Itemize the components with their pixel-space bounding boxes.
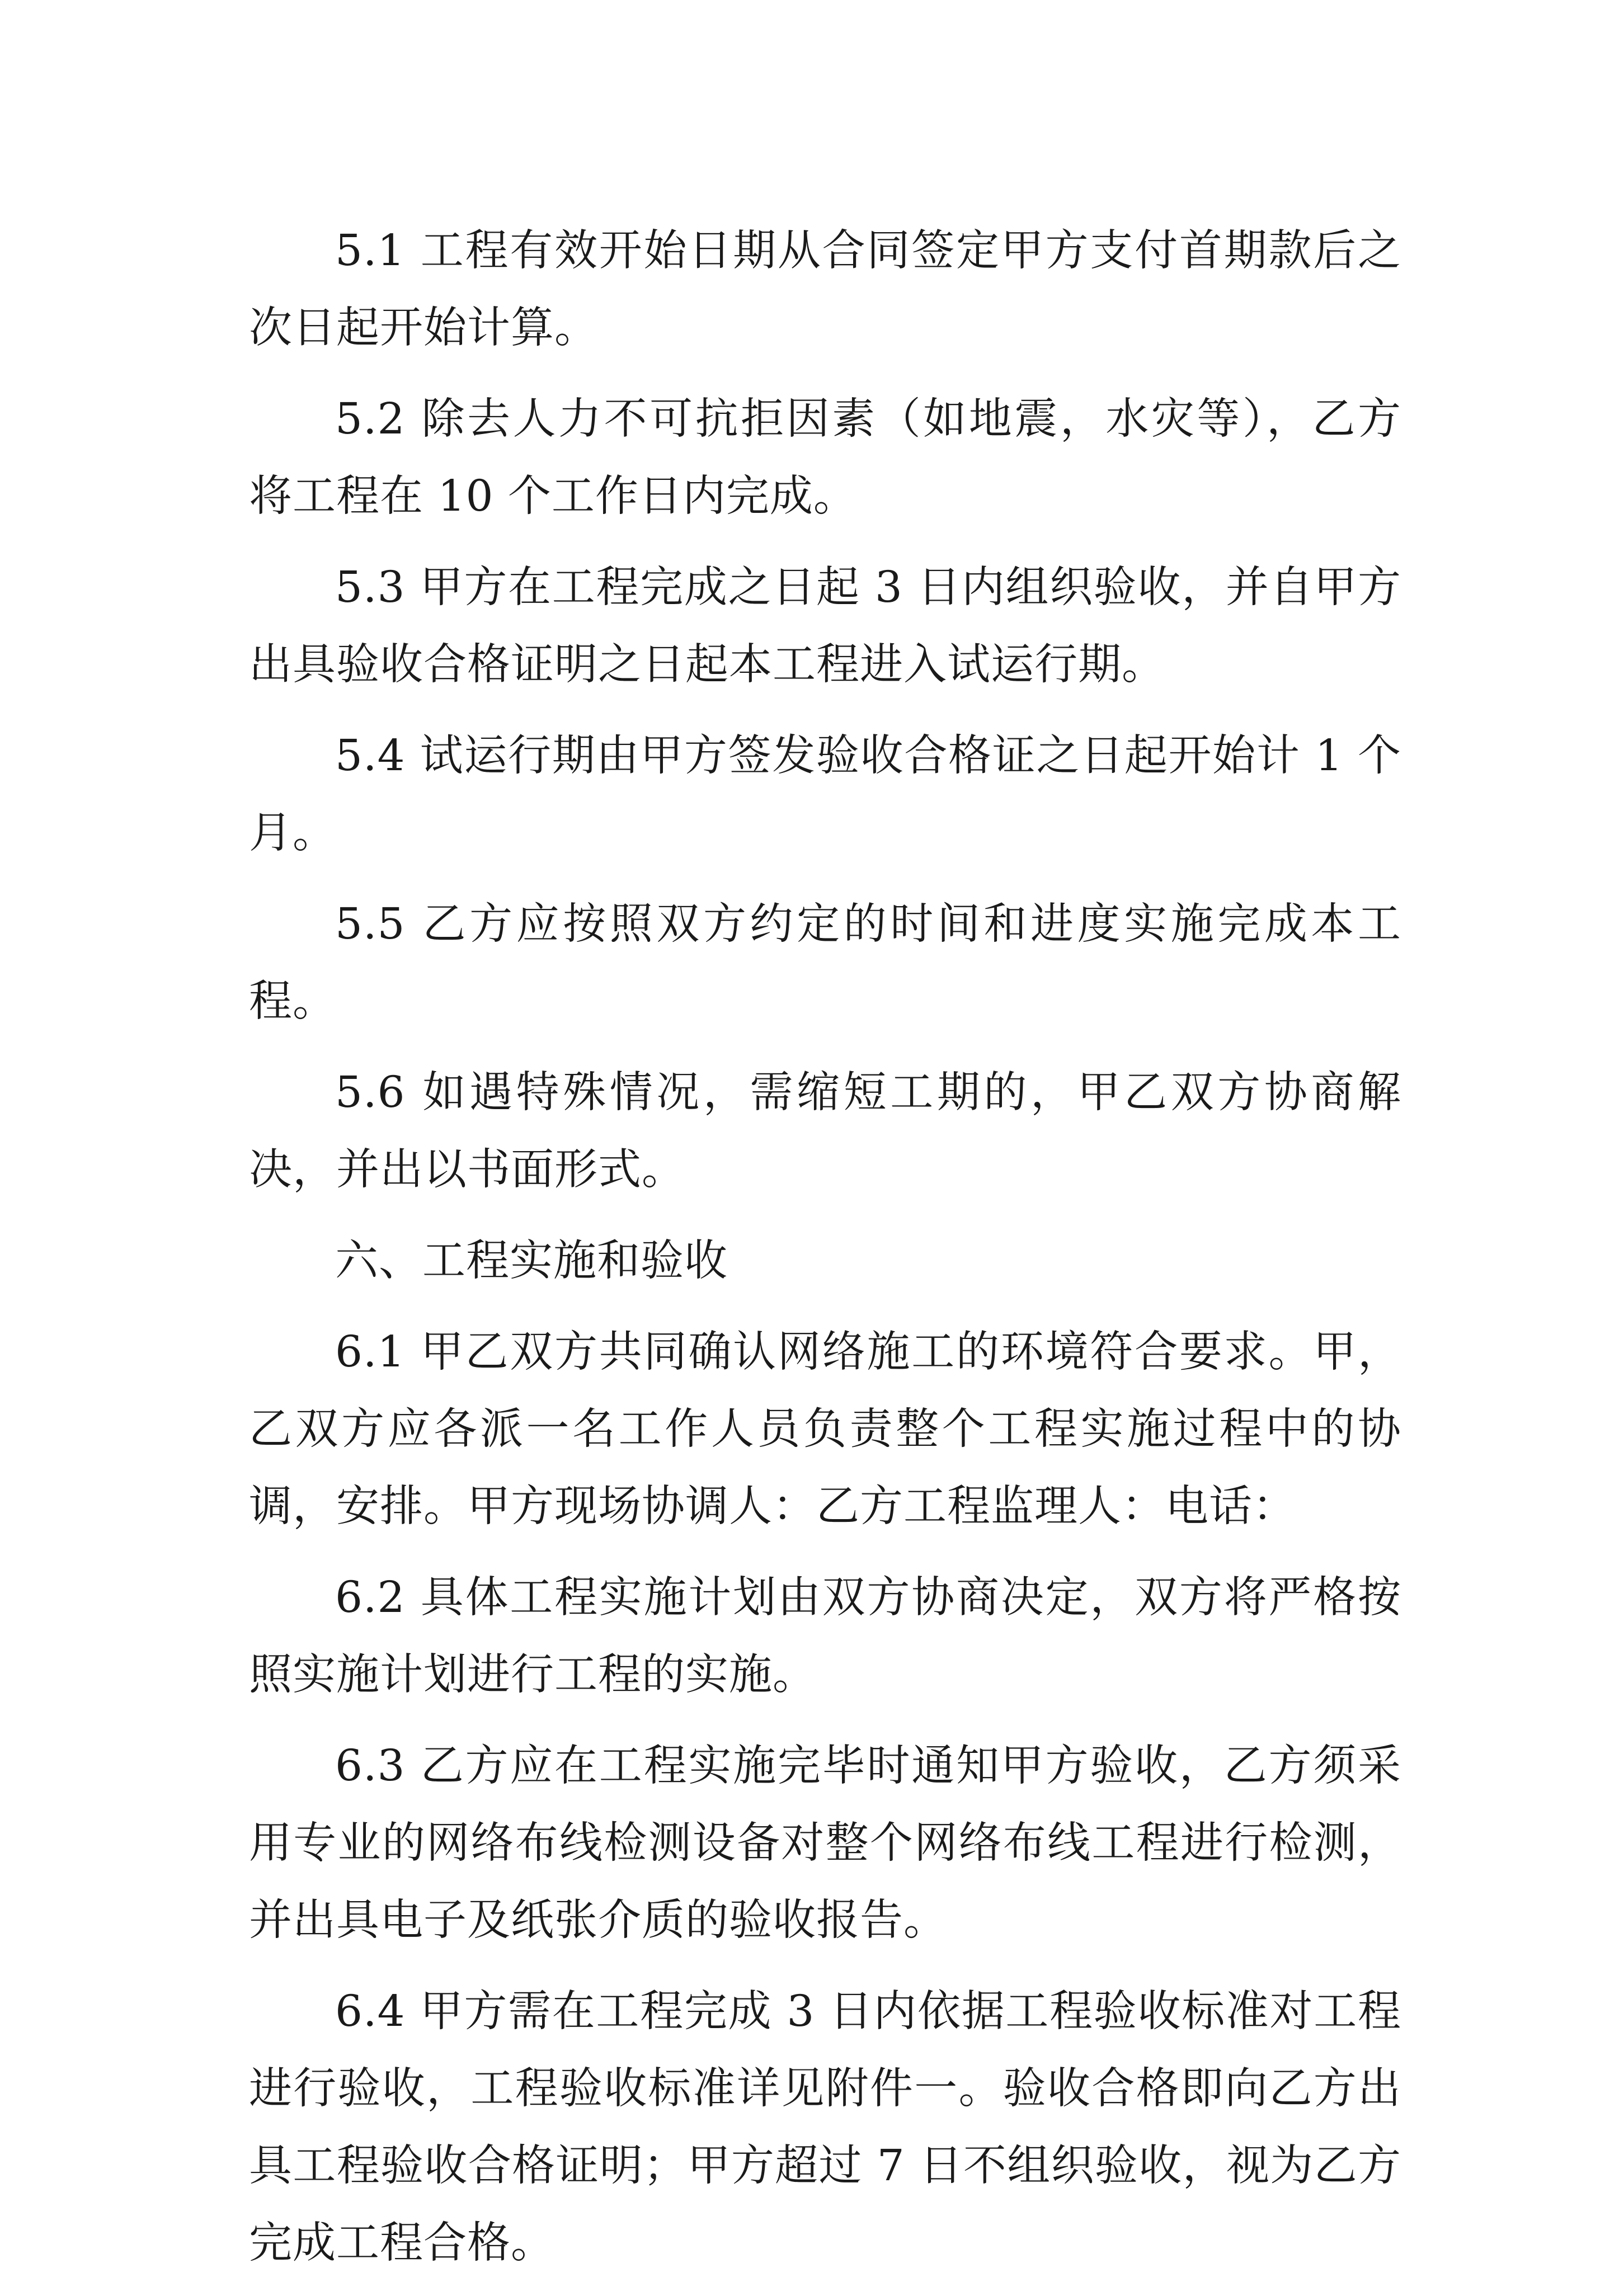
clause-5-1: 5.1 工程有效开始日期从合同签定甲方支付首期款后之次日起开始计算。 xyxy=(249,226,1401,353)
clause-5-6: 5.6 如遇特殊情况，需缩短工期的，甲乙双方协商解决，并出以书面形式。 xyxy=(249,1068,1401,1195)
clause-5-3: 5.3 甲方在工程完成之日起 3 日内组织验收，并自甲方出具验收合格证明之日起本工程进入试运行期。 xyxy=(249,563,1401,690)
clause-6-1: 6.1 甲乙双方共同确认网络施工的环境符合要求。甲，乙双方应各派一名工作人员负责整个工程实施过程中的协调，安排。甲方现场协调人：乙方工程监理人：电话： xyxy=(249,1327,1401,1531)
clause-5-5: 5.5 乙方应按照双方约定的时间和进度实施完成本工程。 xyxy=(249,899,1401,1026)
clause-6-2: 6.2 具体工程实施计划由双方协商决定，双方将严格按照实施计划进行工程的实施。 xyxy=(249,1573,1401,1700)
clause-5-2: 5.2 除去人力不可抗拒因素（如地震，水灾等），乙方将工程在 10 个工作日内完成。 xyxy=(249,394,1401,521)
clause-6-4: 6.4 甲方需在工程完成 3 日内依据工程验收标准对工程进行验收，工程验收标准详见附件一。验收合格即向乙方出具工程验收合格证明；甲方超过 7 日不组织验收，视为乙方完成工程合格。 xyxy=(249,1987,1401,2268)
section-heading-6: 六、工程实施和验收 xyxy=(335,1236,728,1286)
document-page xyxy=(249,213,1401,2296)
clause-5-4: 5.4 试运行期由甲方签发验收合格证之日起开始计 1 个月。 xyxy=(249,731,1401,858)
clause-6-3: 6.3 乙方应在工程实施完毕时通知甲方验收，乙方须采用专业的网络布线检测设备对整个网络布线工程进行检测，并出具电子及纸张介质的验收报告。 xyxy=(249,1741,1401,1945)
